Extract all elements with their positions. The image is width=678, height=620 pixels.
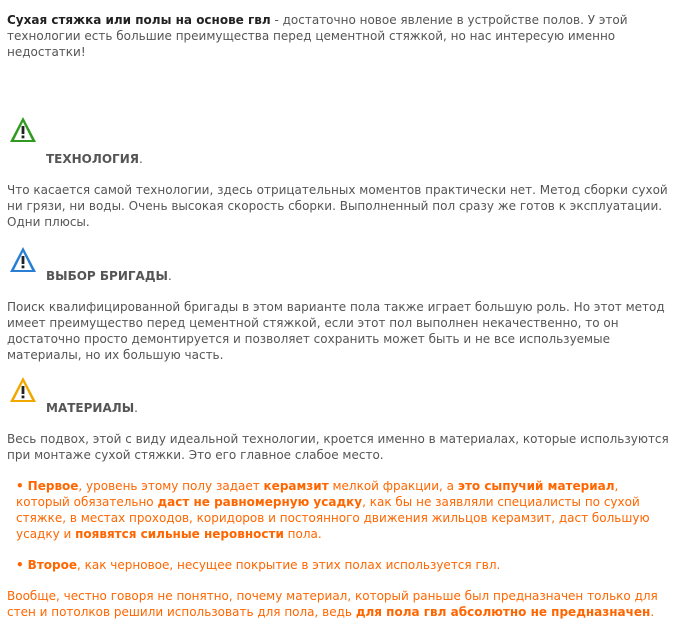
closing-paragraph: Вообще, честно говоря не понятно, почему материал, который раньше был предназначен только для стен и потолков решили использовать для пола, ведь для пола гвл абсолютно не предназначен. <box>7 589 658 619</box>
list-item-first: • Первое, уровень этому полу задает керамзит мелкой фракции, а это сыпучий материал, который обязательно даст не равномерную усадку, как бы не заявляли специалисты по сухой стяжке, в местах проходов, коридоров и постоянного движения жильцов керамзит, даст большую усадку и появятся сильные неровности пола. <box>16 479 650 541</box>
section-title: ТЕХНОЛОГИЯ. <box>46 152 143 166</box>
warning-triangle-icon <box>8 115 38 145</box>
section-materials <box>7 375 671 463</box>
article <box>7 12 671 620</box>
intro-text: - достаточно новое явление в устройстве полов. У этой технологии есть большие преимущества перед цементной стяжкой, но нас интересую именно недостатки! <box>7 13 628 59</box>
intro-paragraph <box>7 12 671 60</box>
section-technology <box>7 115 671 230</box>
section-body: Что касается самой технологии, здесь отрицательных моментов практически нет. Метод сборки сухой ни грязи, ни воды. Очень высокая скорость сборки. Выполненный пол сразу же готов к эксплуатации. Одни плюсы. <box>7 183 668 229</box>
intro-lead: Сухая стяжка или полы на основе гвл <box>7 13 271 27</box>
section-title: ВЫБОР БРИГАДЫ. <box>46 269 172 283</box>
list-item-second: • Второе, как черновое, несущее покрытие в этих полах используется гвл. <box>16 558 501 572</box>
section-body: Поиск квалифицированной бригады в этом варианте пола также играет большую роль. Но этот метод имеет преимущество перед цементной стяжкой, если этот пол выполнен некачественно, то он достаточно просто демонтируется и позволяет сохранить может быть и не все используемые материалы, но их большую часть. <box>7 300 665 362</box>
section-title: МАТЕРИАЛЫ. <box>46 401 138 415</box>
section-body: Весь подвох, этой с виду идеальной технологии, кроется именно в материалах, которые используются при монтаже сухой стяжки. Это его главное слабое место. <box>7 432 669 462</box>
section-brigade <box>7 245 671 363</box>
warning-triangle-icon <box>8 375 38 405</box>
warning-triangle-icon <box>8 245 38 275</box>
